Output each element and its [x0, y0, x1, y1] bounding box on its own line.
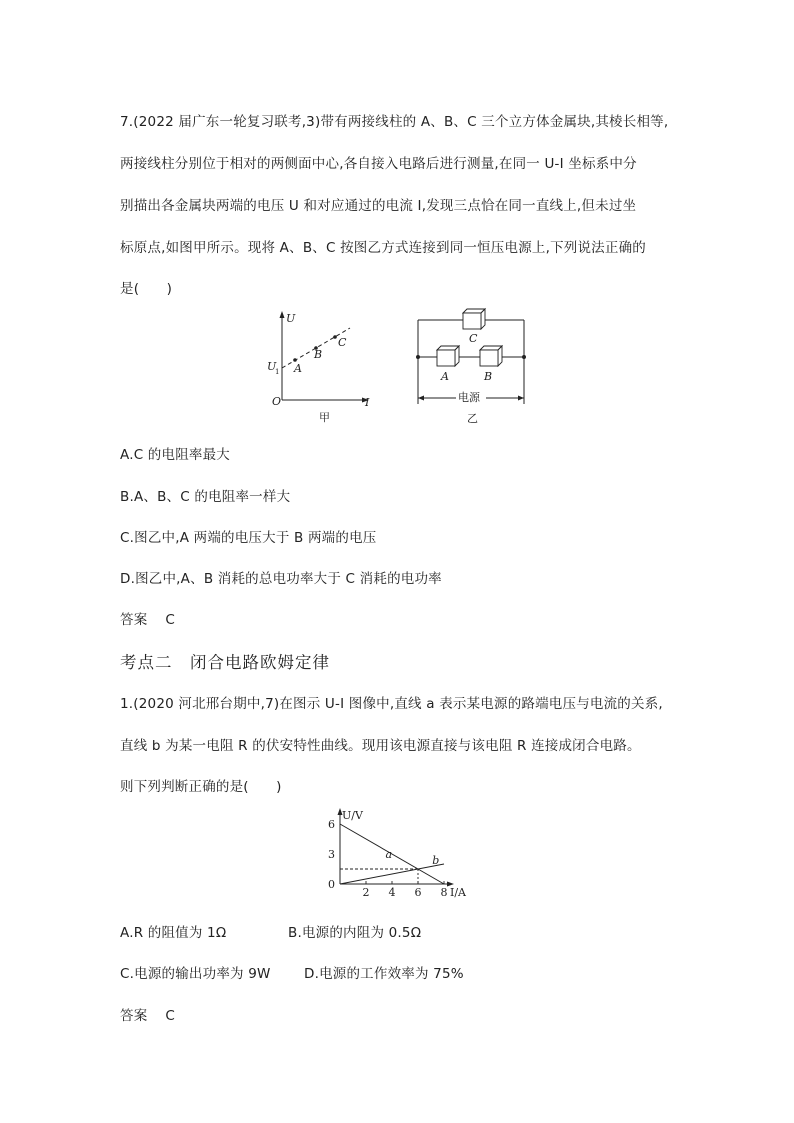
fig-yi-caption: 乙 [467, 412, 478, 425]
fig-jia-c-label: C [338, 336, 347, 349]
q7-stem-line-4: 标原点,如图甲所示。现将 A、B、C 按图乙方式连接到同一恒压电源上,下列说法正确的 [120, 240, 646, 256]
fig-jia-caption: 甲 [319, 411, 330, 424]
section-heading: 考点二 闭合电路欧姆定律 [120, 653, 330, 672]
q7-answer-value: C [165, 612, 176, 628]
ui-chart [322, 806, 472, 902]
y-tick-label-3: 3 [328, 848, 335, 861]
q1-answer-value: C [165, 1008, 176, 1024]
q7-answer [120, 608, 175, 628]
fig-jia-b-label: B [314, 348, 323, 361]
q7-stem-line-2: 两接线柱分别位于相对的两侧面中心,各自接入电路后进行测量,在同一 U-I 坐标系中分 [120, 156, 637, 172]
fig-jia-origin-label: O [272, 395, 282, 408]
figure-yi [410, 300, 532, 428]
fig-jia-intercept-subscript: 1 [275, 368, 280, 376]
q1-options-row-2 [120, 962, 464, 982]
q1-option-a: A.R 的阻值为 1Ω [120, 925, 227, 941]
fig-jia-a-label: A [294, 362, 302, 375]
series-label-b: b [432, 854, 440, 867]
x-tick-label-2: 2 [362, 886, 370, 899]
fig-yi-b-label: B [484, 370, 493, 383]
q1-stem-line-2: 直线 b 为某一电阻 R 的伏安特性曲线。现用该电源直接与该电阻 R 连接成闭合电路。 [120, 738, 641, 754]
fig-jia-point-c [333, 335, 337, 339]
q7-option-b: B.A、B、C 的电阻率一样大 [120, 489, 291, 505]
q1-option-c: C.电源的输出功率为 9W [120, 966, 271, 982]
fig-yi-block-a [437, 346, 459, 366]
x-tick-label-8: 8 [440, 886, 448, 899]
x-tick-label-6: 6 [414, 886, 422, 899]
chart-y-label: U/V [342, 809, 363, 822]
fig-jia-i-label: I [365, 396, 370, 409]
fig-jia-u-label: U [286, 312, 296, 325]
q7-option-a: A.C 的电阻率最大 [120, 447, 231, 463]
q7-option-c: C.图乙中,A 两端的电压大于 B 两端的电压 [120, 530, 377, 546]
q1-stem-line-1: 1.(2020 河北邢台期中,7)在图示 U-I 图像中,直线 a 表示某电源的路端电压与电流的关系, [120, 696, 663, 712]
fig-yi-a-label: A [441, 370, 449, 383]
q1-options-row-1 [120, 921, 421, 941]
fig-yi-block-b [480, 346, 502, 366]
q1-answer-label: 答案 [120, 1008, 148, 1024]
x-tick-label-4: 4 [388, 886, 396, 899]
y-tick-label-6: 6 [328, 818, 335, 831]
fig-jia-intercept-label: U [267, 360, 277, 373]
figure-jia [262, 308, 382, 426]
fig-jia-u-arrow [280, 311, 285, 318]
q7-option-d: D.图乙中,A、B 消耗的总电功率大于 C 消耗的电功率 [120, 571, 442, 587]
q1-option-d: D.电源的工作效率为 75% [304, 966, 464, 982]
q1-answer [120, 1004, 175, 1024]
q7-answer-label: 答案 [120, 612, 148, 628]
q7-stem-line-1: 7.(2022 届广东一轮复习联考,3)带有两接线柱的 A、B、C 三个立方体金属块,其棱长相等, [120, 114, 669, 130]
fig-yi-source-arrow-right [518, 396, 524, 401]
q7-stem-line-3: 别描出各金属块两端的电压 U 和对应通过的电流 I,发现三点恰在同一直线上,但未过坐 [120, 198, 637, 214]
fig-yi-source-arrow-left [418, 396, 424, 401]
q1-stem-line-3: 则下列判断正确的是( ) [120, 779, 282, 795]
q1-option-b: B.电源的内阻为 0.5Ω [288, 925, 422, 941]
q7-stem-line-5: 是( ) [120, 281, 173, 297]
y-tick-label-0: 0 [328, 878, 335, 891]
series-label-a: a [385, 848, 393, 861]
fig-yi-c-label: C [469, 332, 478, 345]
fig-yi-block-c [463, 309, 485, 329]
chart-x-label: I/A [450, 886, 466, 899]
fig-yi-source-label: 电源 [458, 391, 480, 404]
